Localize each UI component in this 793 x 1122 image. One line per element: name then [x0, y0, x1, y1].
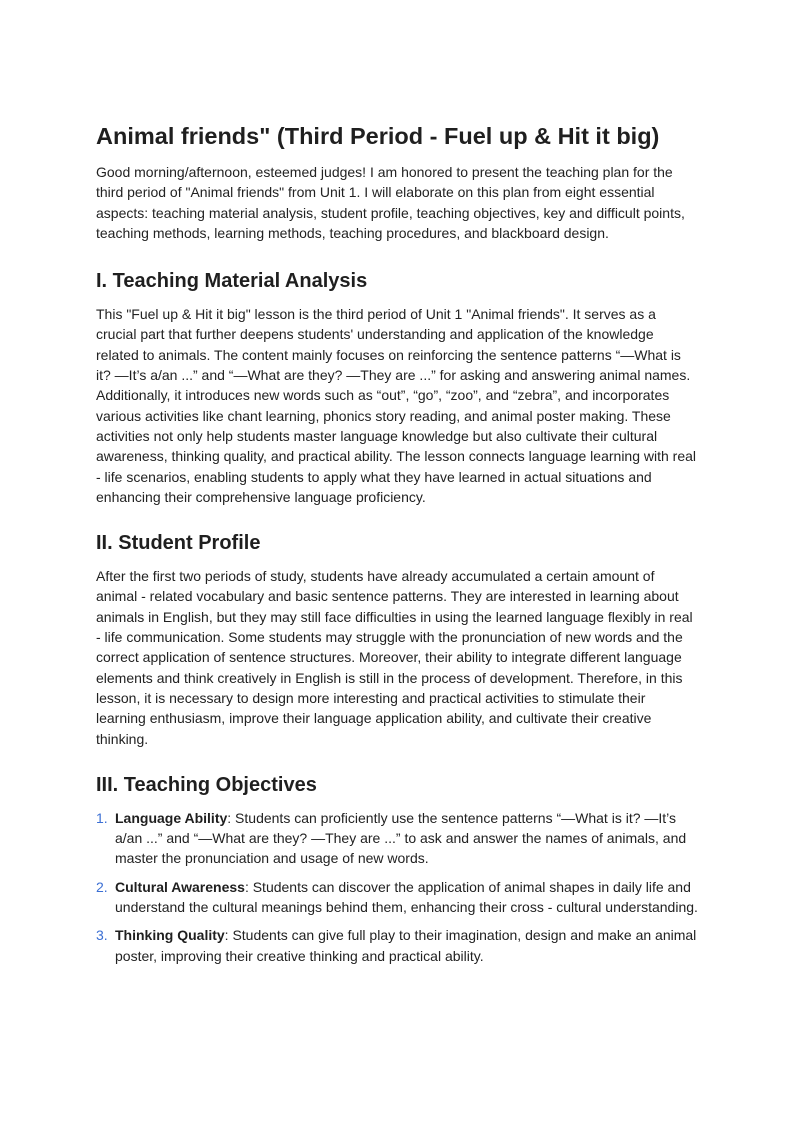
list-item	[96, 808, 698, 869]
objective-term: Cultural Awareness	[115, 878, 245, 895]
section-heading: II. Student Profile	[96, 532, 261, 555]
list-number: 1.	[96, 809, 108, 826]
objective-text: : Students can discover the application of animal shapes in daily life and understand the cultural meanings behind them, enhancing their cross - cultural understanding.	[115, 878, 698, 916]
objective-term: Thinking Quality	[115, 927, 225, 944]
intro-paragraph: Good morning/afternoon, esteemed judges! I am honored to present the teaching plan for the third period of "Animal friends" from Unit 1. I will elaborate on this plan from eight essential aspects: teaching material analysis, student profile, teaching objectives, key and difficult points, teaching methods, learning methods, teaching procedures, and blackboard design.	[96, 164, 685, 241]
section-body: After the first two periods of study, students have already accumulated a certain amount of animal - related vocabulary and basic sentence patterns. They are interested in learning about animals in English, but they may still face difficulties in using the learned language flexibly in real - life communication. Some students may struggle with the pronunciation of new words and the correct application of sentence structures. Moreover, their ability to integrate different language elements and think creatively in English is still in the process of development. Therefore, in this lesson, it is necessary to design more interesting and practical activities to stimulate their learning enthusiasm, improve their language application ability, and cultivate their creative thinking.	[96, 568, 693, 747]
document-page	[96, 121, 698, 989]
list-item	[96, 925, 698, 966]
objective-term: Language Ability	[115, 809, 228, 826]
document-title: Animal friends" (Third Period - Fuel up & Hit it big)	[96, 123, 660, 149]
section-heading: III. Teaching Objectives	[96, 773, 317, 796]
objective-text: : Students can give full play to their imagination, design and make an animal poster, improving their creative thinking and practical ability.	[115, 927, 697, 964]
objectives-list	[96, 808, 698, 966]
section-body: This "Fuel up & Hit it big" lesson is the third period of Unit 1 "Animal friends". It serves as a crucial part that further deepens students' understanding and application of the knowledge related to animals. The content mainly focuses on reinforcing the sentence patterns “—What is it? —It’s a/an ...” and “—What are they? —They are ...” for asking and answering animal names. Additionally, it introduces new words such as “out”, “go”, “zoo”, and “zebra”, and incorporates various activities like chant learning, phonics story reading, and animal poster making. These activities not only help students master language knowledge but also cultivate their cultural awareness, thinking quality, and practical ability. The lesson connects language learning with real - life scenarios, enabling students to apply what they have learned in actual situations and enhancing their comprehensive language proficiency.	[96, 306, 697, 505]
objective-text: : Students can proficiently use the sentence patterns “—What is it? —It’s a/an ...” and “—What are they? —They are ...” to ask and answer the names of animals, and master the pronunciation and usage of new words.	[115, 809, 687, 867]
section-student-profile	[96, 530, 698, 749]
list-item	[96, 877, 698, 918]
section-teaching-objectives	[96, 772, 698, 966]
section-teaching-material-analysis	[96, 268, 698, 507]
list-number: 3.	[96, 927, 108, 944]
list-number: 2.	[96, 878, 108, 895]
section-heading: I. Teaching Material Analysis	[96, 270, 368, 293]
